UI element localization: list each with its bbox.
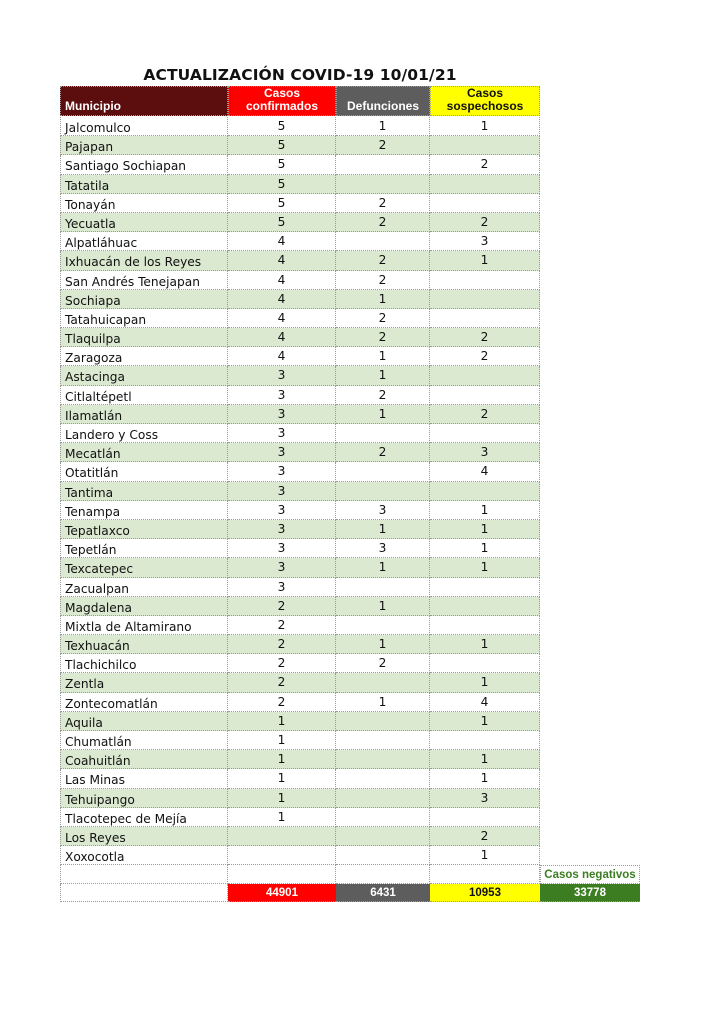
cell-confirmados: 4: [228, 347, 336, 366]
header-defunciones: Defunciones: [336, 86, 430, 116]
cell-municipio: Tepatlaxco: [60, 520, 228, 539]
cell-confirmados: 3: [228, 443, 336, 462]
table-row: [60, 846, 540, 865]
cell-sospechosos: [430, 366, 540, 385]
table-row: [60, 501, 540, 520]
cell-sospechosos: [430, 482, 540, 501]
cell-defunciones: [336, 808, 430, 827]
cell-sospechosos: 1: [430, 251, 540, 270]
total-sospechosos: 10953: [430, 884, 540, 902]
cell-sospechosos: 2: [430, 827, 540, 846]
cell-defunciones: 2: [336, 328, 430, 347]
cell-sospechosos: 3: [430, 232, 540, 251]
cell-defunciones: 1: [336, 290, 430, 309]
cell-sospechosos: 1: [430, 117, 540, 136]
cell-confirmados: 4: [228, 328, 336, 347]
cell-sospechosos: 1: [430, 635, 540, 654]
cell-municipio: San Andrés Tenejapan: [60, 271, 228, 290]
cell-municipio: Tatahuicapan: [60, 309, 228, 328]
cell-sospechosos: 2: [430, 328, 540, 347]
cell-municipio: Tonayán: [60, 194, 228, 213]
cell-sospechosos: [430, 597, 540, 616]
cell-municipio: Astacinga: [60, 366, 228, 385]
table-row: [60, 347, 540, 366]
cell-sospechosos: 2: [430, 405, 540, 424]
cell-municipio: Otatitlán: [60, 462, 228, 481]
cell-confirmados: 4: [228, 271, 336, 290]
cell-confirmados: 1: [228, 789, 336, 808]
cell-municipio: Aquila: [60, 712, 228, 731]
cell-municipio: Zentla: [60, 673, 228, 692]
cell-municipio: Xoxocotla: [60, 846, 228, 865]
cell-confirmados: 4: [228, 232, 336, 251]
cell-sospechosos: [430, 309, 540, 328]
table-row: [60, 271, 540, 290]
cell-municipio: Tlaquilpa: [60, 328, 228, 347]
totals-blank-cell: [60, 884, 228, 902]
cell-defunciones: 1: [336, 347, 430, 366]
cell-confirmados: 2: [228, 597, 336, 616]
cell-defunciones: [336, 769, 430, 788]
table-row: [60, 290, 540, 309]
cell-confirmados: 5: [228, 213, 336, 232]
cell-defunciones: 2: [336, 251, 430, 270]
table-row: [60, 366, 540, 385]
cell-municipio: Chumatlán: [60, 731, 228, 750]
cell-municipio: Citlaltépetl: [60, 386, 228, 405]
cell-confirmados: 2: [228, 673, 336, 692]
cell-sospechosos: [430, 808, 540, 827]
cell-defunciones: 2: [336, 213, 430, 232]
table-row: [60, 635, 540, 654]
cell-confirmados: 5: [228, 194, 336, 213]
cell-defunciones: 1: [336, 405, 430, 424]
cell-sospechosos: [430, 194, 540, 213]
cell-confirmados: 3: [228, 558, 336, 577]
cell-defunciones: 1: [336, 597, 430, 616]
blank-row: [60, 865, 540, 884]
cell-municipio: Ilamatlán: [60, 405, 228, 424]
cell-defunciones: 2: [336, 443, 430, 462]
cell-municipio: Texhuacán: [60, 635, 228, 654]
table-row: [60, 405, 540, 424]
cell-sospechosos: 1: [430, 673, 540, 692]
cell-defunciones: [336, 750, 430, 769]
cell-sospechosos: [430, 616, 540, 635]
cell-defunciones: [336, 789, 430, 808]
cell-confirmados: 2: [228, 616, 336, 635]
table-row: [60, 424, 540, 443]
cell-municipio: Pajapan: [60, 136, 228, 155]
cell-defunciones: 2: [336, 654, 430, 673]
table-row: [60, 462, 540, 481]
cell-defunciones: [336, 578, 430, 597]
cell-defunciones: [336, 731, 430, 750]
table-row: [60, 712, 540, 731]
cell-municipio: Tatatila: [60, 175, 228, 194]
table-row: [60, 520, 540, 539]
cell-defunciones: 2: [336, 271, 430, 290]
table-row: [60, 136, 540, 155]
cell-sospechosos: [430, 136, 540, 155]
table-row: [60, 539, 540, 558]
cell-sospechosos: 1: [430, 750, 540, 769]
table-row: [60, 769, 540, 788]
cell-sospechosos: [430, 578, 540, 597]
cell-municipio: Tehuipango: [60, 789, 228, 808]
cell-confirmados: 5: [228, 117, 336, 136]
cell-confirmados: 1: [228, 712, 336, 731]
cell-municipio: Tlacotepec de Mejía: [60, 808, 228, 827]
cell-confirmados: 2: [228, 635, 336, 654]
cell-sospechosos: [430, 271, 540, 290]
cell-confirmados: 5: [228, 175, 336, 194]
cell-confirmados: 3: [228, 578, 336, 597]
cell-defunciones: 1: [336, 366, 430, 385]
table-row: [60, 654, 540, 673]
cell-municipio: Texcatepec: [60, 558, 228, 577]
header-casos-negativos: Casos negativos: [540, 865, 640, 884]
table-row: [60, 731, 540, 750]
cell-confirmados: 4: [228, 290, 336, 309]
cell-municipio: Tepetlán: [60, 539, 228, 558]
cell-confirmados: 1: [228, 769, 336, 788]
cell-municipio: Tenampa: [60, 501, 228, 520]
cell-confirmados: 2: [228, 654, 336, 673]
cell-defunciones: 2: [336, 136, 430, 155]
totals-row: [60, 884, 640, 902]
table-row: [60, 386, 540, 405]
cell-municipio: Jalcomulco: [60, 117, 228, 136]
cell-defunciones: 2: [336, 194, 430, 213]
cell-confirmados: 3: [228, 386, 336, 405]
table-row: [60, 309, 540, 328]
table-row: [60, 578, 540, 597]
cell-defunciones: 3: [336, 501, 430, 520]
cell-defunciones: [336, 175, 430, 194]
cell-defunciones: 1: [336, 635, 430, 654]
table-row: [60, 693, 540, 712]
cell-defunciones: [336, 673, 430, 692]
cell-sospechosos: 1: [430, 712, 540, 731]
cell-sospechosos: 1: [430, 539, 540, 558]
cell-confirmados: 3: [228, 520, 336, 539]
cell-sospechosos: [430, 731, 540, 750]
cell-confirmados: 5: [228, 136, 336, 155]
table-row: [60, 194, 540, 213]
table-row: [60, 597, 540, 616]
cell-defunciones: 1: [336, 693, 430, 712]
cell-confirmados: 4: [228, 309, 336, 328]
cell-municipio: Santiago Sochiapan: [60, 155, 228, 174]
cell-confirmados: 3: [228, 539, 336, 558]
total-negativos: 33778: [540, 884, 640, 902]
cell-municipio: Magdalena: [60, 597, 228, 616]
cell-municipio: Mecatlán: [60, 443, 228, 462]
table-row: [60, 117, 540, 136]
cell-municipio: Yecuatla: [60, 213, 228, 232]
table-row: [60, 443, 540, 462]
header-casos-sospechosos: Casos sospechosos: [430, 86, 540, 116]
table-row: [60, 558, 540, 577]
cell-sospechosos: 2: [430, 155, 540, 174]
cell-confirmados: 1: [228, 750, 336, 769]
table-row: [60, 175, 540, 194]
cell-sospechosos: [430, 654, 540, 673]
cell-confirmados: 3: [228, 424, 336, 443]
cell-confirmados: 3: [228, 501, 336, 520]
cell-defunciones: 2: [336, 386, 430, 405]
cell-municipio: Mixtla de Altamirano: [60, 616, 228, 635]
cell-confirmados: 2: [228, 693, 336, 712]
cell-sospechosos: 2: [430, 213, 540, 232]
cell-municipio: Sochiapa: [60, 290, 228, 309]
cell-defunciones: [336, 482, 430, 501]
cell-confirmados: 3: [228, 405, 336, 424]
cell-defunciones: 1: [336, 558, 430, 577]
cell-defunciones: 1: [336, 520, 430, 539]
table-row: [60, 673, 540, 692]
cell-sospechosos: [430, 175, 540, 194]
header-casos-confirmados: Casos confirmados: [228, 86, 336, 116]
cell-sospechosos: 4: [430, 462, 540, 481]
cell-confirmados: 4: [228, 251, 336, 270]
cell-sospechosos: 3: [430, 443, 540, 462]
table-row: [60, 482, 540, 501]
cell-defunciones: [336, 846, 430, 865]
cell-municipio: Zacualpan: [60, 578, 228, 597]
cell-sospechosos: 1: [430, 501, 540, 520]
data-table-body: [60, 117, 540, 865]
table-row: [60, 251, 540, 270]
cell-confirmados: [228, 846, 336, 865]
cell-sospechosos: 1: [430, 558, 540, 577]
cell-confirmados: 5: [228, 155, 336, 174]
header-municipio: Municipio: [60, 86, 228, 116]
cell-municipio: Alpatláhuac: [60, 232, 228, 251]
cell-defunciones: [336, 232, 430, 251]
cell-defunciones: [336, 155, 430, 174]
cell-municipio: Coahuitlán: [60, 750, 228, 769]
cell-municipio: Landero y Coss: [60, 424, 228, 443]
cell-municipio: Zontecomatlán: [60, 693, 228, 712]
cell-sospechosos: 1: [430, 846, 540, 865]
cell-municipio: Tantima: [60, 482, 228, 501]
cell-sospechosos: 1: [430, 769, 540, 788]
cell-confirmados: 1: [228, 808, 336, 827]
cell-sospechosos: [430, 424, 540, 443]
cell-sospechosos: 1: [430, 520, 540, 539]
cell-municipio: Las Minas: [60, 769, 228, 788]
cell-sospechosos: 3: [430, 789, 540, 808]
cell-confirmados: 3: [228, 366, 336, 385]
cell-municipio: Ixhuacán de los Reyes: [60, 251, 228, 270]
table-row: [60, 827, 540, 846]
cell-defunciones: 2: [336, 309, 430, 328]
cell-defunciones: [336, 616, 430, 635]
cell-sospechosos: [430, 386, 540, 405]
cell-confirmados: 3: [228, 462, 336, 481]
cell-defunciones: [336, 424, 430, 443]
table-row: [60, 789, 540, 808]
cell-confirmados: 1: [228, 731, 336, 750]
cell-confirmados: 3: [228, 482, 336, 501]
cell-sospechosos: [430, 290, 540, 309]
total-defunciones: 6431: [336, 884, 430, 902]
table-row: [60, 750, 540, 769]
table-row: [60, 616, 540, 635]
table-row: [60, 155, 540, 174]
cell-municipio: Tlachichilco: [60, 654, 228, 673]
cell-defunciones: [336, 827, 430, 846]
cell-defunciones: 3: [336, 539, 430, 558]
cell-sospechosos: 2: [430, 347, 540, 366]
cell-municipio: Los Reyes: [60, 827, 228, 846]
cell-defunciones: [336, 462, 430, 481]
table-row: [60, 232, 540, 251]
table-row: [60, 213, 540, 232]
page-title: ACTUALIZACIÓN COVID-19 10/01/21: [143, 66, 457, 84]
table-row: [60, 808, 540, 827]
table-row: [60, 328, 540, 347]
cell-municipio: Zaragoza: [60, 347, 228, 366]
cell-confirmados: [228, 827, 336, 846]
cell-sospechosos: 4: [430, 693, 540, 712]
total-confirmados: 44901: [228, 884, 336, 902]
cell-defunciones: [336, 712, 430, 731]
cell-defunciones: 1: [336, 117, 430, 136]
